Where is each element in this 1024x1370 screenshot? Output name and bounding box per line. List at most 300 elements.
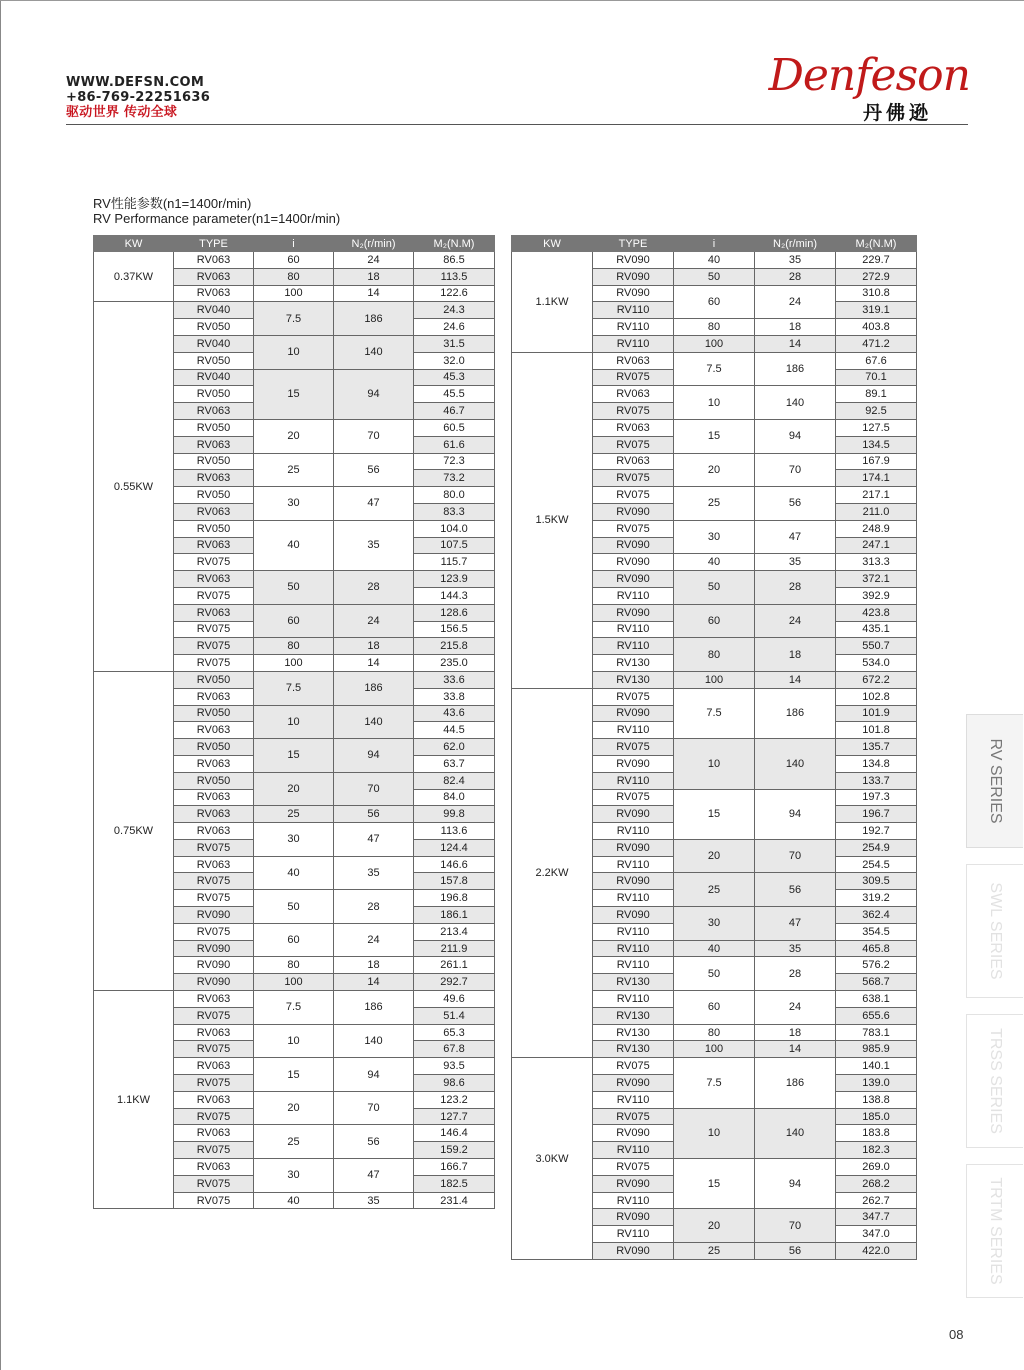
cell-type: RV075 xyxy=(174,621,254,638)
cell-speed: 35 xyxy=(334,1192,414,1209)
cell-ratio: 25 xyxy=(674,873,755,907)
cell-type: RV130 xyxy=(593,1041,674,1058)
cell-torque: 166.7 xyxy=(414,1159,495,1176)
cell-ratio: 25 xyxy=(254,806,334,823)
cell-kw: 1.1KW xyxy=(512,252,593,353)
cell-speed: 18 xyxy=(755,638,836,672)
cell-torque: 80.0 xyxy=(414,487,495,504)
cell-torque: 576.2 xyxy=(836,957,917,974)
cell-torque: 354.5 xyxy=(836,923,917,940)
cell-speed: 28 xyxy=(334,571,414,605)
brand-cn-name: 丹佛逊 xyxy=(862,102,932,124)
cell-type: RV090 xyxy=(593,755,674,772)
cell-type: RV090 xyxy=(593,285,674,302)
cell-speed: 186 xyxy=(755,1058,836,1108)
page-number: 08 xyxy=(949,1327,964,1342)
table-row xyxy=(94,671,495,688)
cell-torque: 319.1 xyxy=(836,302,917,319)
cell-speed: 35 xyxy=(755,252,836,269)
cell-type: RV090 xyxy=(593,1243,674,1260)
cell-type: RV075 xyxy=(593,789,674,806)
cell-ratio: 60 xyxy=(674,991,755,1025)
cell-speed: 47 xyxy=(334,1159,414,1193)
cell-speed: 24 xyxy=(334,604,414,638)
cell-ratio: 20 xyxy=(674,453,755,487)
cell-type: RV063 xyxy=(174,823,254,840)
cell-ratio: 50 xyxy=(674,957,755,991)
cell-torque: 362.4 xyxy=(836,907,917,924)
cell-speed: 94 xyxy=(334,739,414,773)
cell-torque: 217.1 xyxy=(836,487,917,504)
cell-torque: 101.9 xyxy=(836,705,917,722)
cell-torque: 174.1 xyxy=(836,470,917,487)
cell-torque: 261.1 xyxy=(414,957,495,974)
cell-torque: 33.8 xyxy=(414,688,495,705)
cell-torque: 73.2 xyxy=(414,470,495,487)
cell-speed: 35 xyxy=(334,520,414,570)
cell-speed: 70 xyxy=(334,1091,414,1125)
cell-torque: 99.8 xyxy=(414,806,495,823)
cell-ratio: 50 xyxy=(674,571,755,605)
cell-speed: 94 xyxy=(334,1058,414,1092)
performance-table-right xyxy=(511,235,917,1260)
cell-type: RV063 xyxy=(174,268,254,285)
cell-torque: 309.5 xyxy=(836,873,917,890)
cell-type: RV075 xyxy=(174,890,254,907)
cell-speed: 140 xyxy=(334,335,414,369)
cell-kw: 3.0KW xyxy=(512,1058,593,1260)
cell-torque: 254.9 xyxy=(836,839,917,856)
cell-type: RV075 xyxy=(174,638,254,655)
cell-ratio: 60 xyxy=(254,604,334,638)
cell-ratio: 100 xyxy=(674,335,755,352)
cell-speed: 56 xyxy=(755,873,836,907)
cell-speed: 70 xyxy=(334,419,414,453)
tab-label: TRSS SERIES xyxy=(987,1028,1004,1134)
cell-ratio: 60 xyxy=(674,604,755,638)
cell-torque: 268.2 xyxy=(836,1175,917,1192)
col-header-torque: M₂(N.M) xyxy=(836,236,917,252)
cell-ratio: 30 xyxy=(254,1159,334,1193)
cell-torque: 67.6 xyxy=(836,352,917,369)
cell-ratio: 80 xyxy=(674,319,755,336)
cell-type: RV090 xyxy=(593,839,674,856)
cell-speed: 14 xyxy=(755,335,836,352)
cell-torque: 134.8 xyxy=(836,755,917,772)
cell-ratio: 30 xyxy=(674,520,755,554)
cell-type: RV063 xyxy=(593,453,674,470)
cell-ratio: 60 xyxy=(674,285,755,319)
cell-torque: 138.8 xyxy=(836,1091,917,1108)
cell-speed: 24 xyxy=(755,285,836,319)
cell-torque: 86.5 xyxy=(414,252,495,269)
cell-type: RV090 xyxy=(593,705,674,722)
cell-speed: 28 xyxy=(755,957,836,991)
cell-type: RV075 xyxy=(593,436,674,453)
cell-speed: 18 xyxy=(334,268,414,285)
cell-ratio: 25 xyxy=(674,1243,755,1260)
performance-table-left xyxy=(93,235,495,1209)
cell-speed: 186 xyxy=(755,352,836,386)
cell-ratio: 100 xyxy=(254,655,334,672)
cell-type: RV090 xyxy=(593,1075,674,1092)
cell-torque: 83.3 xyxy=(414,503,495,520)
header-divider xyxy=(66,124,968,125)
cell-speed: 24 xyxy=(755,991,836,1025)
cell-speed: 14 xyxy=(755,671,836,688)
cell-type: RV075 xyxy=(593,1108,674,1125)
cell-type: RV063 xyxy=(174,755,254,772)
cell-type: RV075 xyxy=(174,923,254,940)
cell-type: RV063 xyxy=(174,1125,254,1142)
cell-ratio: 100 xyxy=(254,285,334,302)
cell-torque: 313.3 xyxy=(836,554,917,571)
tab-trss-series[interactable] xyxy=(966,1014,1023,1148)
cell-torque: 44.5 xyxy=(414,722,495,739)
cell-type: RV040 xyxy=(174,302,254,319)
cell-torque: 65.3 xyxy=(414,1024,495,1041)
cell-type: RV090 xyxy=(174,907,254,924)
cell-ratio: 100 xyxy=(674,1041,755,1058)
cell-type: RV130 xyxy=(593,655,674,672)
cell-torque: 269.0 xyxy=(836,1159,917,1176)
cell-type: RV050 xyxy=(174,671,254,688)
cell-speed: 14 xyxy=(334,285,414,302)
cell-type: RV063 xyxy=(174,571,254,588)
series-side-tabs xyxy=(966,714,1024,1298)
cell-ratio: 30 xyxy=(254,487,334,521)
cell-torque: 192.7 xyxy=(836,823,917,840)
header-contact xyxy=(66,75,210,120)
cell-ratio: 10 xyxy=(674,1108,755,1158)
cell-speed: 18 xyxy=(334,957,414,974)
slogan-text: 驱动世界 传动全球 xyxy=(66,105,178,120)
cell-torque: 61.6 xyxy=(414,436,495,453)
cell-ratio: 80 xyxy=(254,957,334,974)
cell-torque: 46.7 xyxy=(414,403,495,420)
cell-torque: 32.0 xyxy=(414,352,495,369)
cell-ratio: 20 xyxy=(254,419,334,453)
table-header-row xyxy=(512,236,917,252)
cell-type: RV050 xyxy=(174,386,254,403)
cell-type: RV063 xyxy=(174,688,254,705)
cell-torque: 139.0 xyxy=(836,1075,917,1092)
cell-torque: 124.4 xyxy=(414,839,495,856)
cell-type: RV075 xyxy=(174,1142,254,1159)
cell-torque: 45.5 xyxy=(414,386,495,403)
cell-ratio: 20 xyxy=(254,772,334,806)
cell-ratio: 100 xyxy=(674,671,755,688)
page-frame-left xyxy=(0,0,1,1370)
cell-type: RV063 xyxy=(174,1159,254,1176)
tab-label: TRTM SERIES xyxy=(987,1177,1004,1285)
cell-type: RV075 xyxy=(174,873,254,890)
cell-kw: 2.2KW xyxy=(512,688,593,1058)
cell-torque: 113.6 xyxy=(414,823,495,840)
cell-torque: 211.0 xyxy=(836,503,917,520)
cell-type: RV063 xyxy=(174,1024,254,1041)
cell-speed: 47 xyxy=(755,520,836,554)
col-header-kw: KW xyxy=(94,236,174,252)
cell-kw: 1.5KW xyxy=(512,352,593,688)
cell-speed: 140 xyxy=(755,739,836,789)
cell-type: RV110 xyxy=(593,302,674,319)
cell-torque: 123.9 xyxy=(414,571,495,588)
cell-speed: 70 xyxy=(755,453,836,487)
cell-type: RV063 xyxy=(174,991,254,1008)
cell-type: RV130 xyxy=(593,1007,674,1024)
cell-speed: 186 xyxy=(334,302,414,336)
cell-type: RV040 xyxy=(174,335,254,352)
cell-torque: 157.8 xyxy=(414,873,495,890)
cell-torque: 423.8 xyxy=(836,604,917,621)
cell-torque: 89.1 xyxy=(836,386,917,403)
cell-type: RV075 xyxy=(593,739,674,756)
cell-type: RV090 xyxy=(593,554,674,571)
cell-torque: 568.7 xyxy=(836,974,917,991)
table-header-row xyxy=(94,236,495,252)
cell-torque: 310.8 xyxy=(836,285,917,302)
cell-ratio: 7.5 xyxy=(254,302,334,336)
cell-type: RV050 xyxy=(174,453,254,470)
cell-type: RV075 xyxy=(174,839,254,856)
cell-ratio: 40 xyxy=(254,1192,334,1209)
cell-type: RV050 xyxy=(174,319,254,336)
cell-torque: 392.9 xyxy=(836,587,917,604)
cell-type: RV063 xyxy=(174,806,254,823)
cell-type: RV075 xyxy=(593,520,674,537)
cell-type: RV063 xyxy=(174,789,254,806)
cell-type: RV063 xyxy=(593,419,674,436)
cell-torque: 84.0 xyxy=(414,789,495,806)
cell-type: RV063 xyxy=(174,403,254,420)
cell-type: RV063 xyxy=(174,470,254,487)
cell-type: RV075 xyxy=(593,1058,674,1075)
cell-ratio: 80 xyxy=(674,1024,755,1041)
cell-torque: 24.6 xyxy=(414,319,495,336)
cell-torque: 43.6 xyxy=(414,705,495,722)
cell-type: RV075 xyxy=(593,403,674,420)
cell-ratio: 80 xyxy=(254,638,334,655)
cell-ratio: 10 xyxy=(674,386,755,420)
cell-speed: 94 xyxy=(755,1159,836,1209)
cell-type: RV090 xyxy=(593,873,674,890)
cell-ratio: 30 xyxy=(674,907,755,941)
table-row xyxy=(512,252,917,269)
cell-ratio: 40 xyxy=(674,940,755,957)
phone-text: +86-769-22251636 xyxy=(66,90,211,105)
cell-type: RV075 xyxy=(174,655,254,672)
cell-type: RV130 xyxy=(593,1024,674,1041)
section-title xyxy=(93,196,340,226)
cell-speed: 18 xyxy=(755,319,836,336)
cell-torque: 62.0 xyxy=(414,739,495,756)
cell-type: RV063 xyxy=(174,252,254,269)
tab-trtm-series[interactable] xyxy=(966,1164,1023,1298)
col-header-type: TYPE xyxy=(174,236,254,252)
cell-ratio: 40 xyxy=(254,520,334,570)
tab-rv-series[interactable] xyxy=(966,714,1023,848)
cell-speed: 24 xyxy=(755,604,836,638)
cell-type: RV110 xyxy=(593,940,674,957)
cell-type: RV063 xyxy=(174,856,254,873)
cell-kw: 0.37KW xyxy=(94,252,174,302)
cell-type: RV075 xyxy=(174,1041,254,1058)
cell-torque: 146.6 xyxy=(414,856,495,873)
cell-type: RV063 xyxy=(174,436,254,453)
cell-type: RV063 xyxy=(174,1091,254,1108)
cell-torque: 33.6 xyxy=(414,671,495,688)
cell-type: RV110 xyxy=(593,823,674,840)
cell-torque: 534.0 xyxy=(836,655,917,672)
cell-torque: 235.0 xyxy=(414,655,495,672)
cell-torque: 213.4 xyxy=(414,923,495,940)
cell-type: RV050 xyxy=(174,772,254,789)
cell-type: RV090 xyxy=(593,604,674,621)
tab-swl-series[interactable] xyxy=(966,864,1023,998)
cell-torque: 24.3 xyxy=(414,302,495,319)
cell-torque: 134.5 xyxy=(836,436,917,453)
cell-torque: 196.7 xyxy=(836,806,917,823)
section-title-cn: RV性能参数(n1=1400r/min) xyxy=(93,196,252,211)
cell-torque: 133.7 xyxy=(836,772,917,789)
cell-ratio: 20 xyxy=(674,1209,755,1243)
cell-type: RV050 xyxy=(174,520,254,537)
col-header-ratio: i xyxy=(674,236,755,252)
cell-type: RV110 xyxy=(593,319,674,336)
cell-type: RV110 xyxy=(593,638,674,655)
cell-torque: 182.3 xyxy=(836,1142,917,1159)
col-header-torque: M₂(N.M) xyxy=(414,236,495,252)
cell-speed: 186 xyxy=(755,688,836,738)
cell-type: RV040 xyxy=(174,369,254,386)
cell-speed: 28 xyxy=(755,571,836,605)
table-row xyxy=(512,688,917,705)
cell-type: RV090 xyxy=(174,974,254,991)
cell-ratio: 40 xyxy=(254,856,334,890)
cell-speed: 140 xyxy=(755,386,836,420)
cell-torque: 101.8 xyxy=(836,722,917,739)
cell-speed: 56 xyxy=(755,487,836,521)
cell-torque: 182.5 xyxy=(414,1175,495,1192)
cell-torque: 156.5 xyxy=(414,621,495,638)
cell-type: RV075 xyxy=(174,1192,254,1209)
cell-type: RV090 xyxy=(593,571,674,588)
cell-type: RV063 xyxy=(593,386,674,403)
cell-ratio: 20 xyxy=(674,839,755,873)
cell-ratio: 15 xyxy=(674,789,755,839)
cell-speed: 47 xyxy=(334,487,414,521)
cell-type: RV050 xyxy=(174,352,254,369)
cell-torque: 422.0 xyxy=(836,1243,917,1260)
cell-ratio: 60 xyxy=(254,923,334,957)
brand-logo xyxy=(769,52,970,125)
cell-type: RV110 xyxy=(593,722,674,739)
cell-speed: 35 xyxy=(755,940,836,957)
cell-type: RV075 xyxy=(593,487,674,504)
cell-ratio: 15 xyxy=(254,369,334,419)
cell-torque: 655.6 xyxy=(836,1007,917,1024)
cell-ratio: 15 xyxy=(254,1058,334,1092)
cell-torque: 638.1 xyxy=(836,991,917,1008)
cell-torque: 254.5 xyxy=(836,856,917,873)
cell-speed: 28 xyxy=(334,890,414,924)
cell-type: RV075 xyxy=(593,688,674,705)
cell-torque: 45.3 xyxy=(414,369,495,386)
cell-torque: 167.9 xyxy=(836,453,917,470)
cell-speed: 28 xyxy=(755,268,836,285)
cell-speed: 47 xyxy=(755,907,836,941)
col-header-kw: KW xyxy=(512,236,593,252)
cell-speed: 14 xyxy=(334,655,414,672)
cell-torque: 51.4 xyxy=(414,1007,495,1024)
cell-speed: 140 xyxy=(334,1024,414,1058)
cell-torque: 146.4 xyxy=(414,1125,495,1142)
cell-torque: 471.2 xyxy=(836,335,917,352)
cell-speed: 70 xyxy=(755,839,836,873)
col-header-speed: N₂(r/min) xyxy=(334,236,414,252)
cell-type: RV075 xyxy=(174,1108,254,1125)
page-frame-top xyxy=(0,0,1024,1)
cell-ratio: 7.5 xyxy=(674,688,755,738)
cell-type: RV110 xyxy=(593,621,674,638)
cell-ratio: 50 xyxy=(254,571,334,605)
cell-torque: 319.2 xyxy=(836,890,917,907)
cell-type: RV110 xyxy=(593,772,674,789)
tab-label: SWL SERIES xyxy=(987,882,1004,980)
cell-torque: 347.7 xyxy=(836,1209,917,1226)
cell-speed: 35 xyxy=(334,856,414,890)
cell-torque: 197.3 xyxy=(836,789,917,806)
cell-ratio: 40 xyxy=(674,554,755,571)
cell-torque: 115.7 xyxy=(414,554,495,571)
cell-speed: 140 xyxy=(334,705,414,739)
website-text: WWW.DEFSN.COM xyxy=(66,75,205,90)
cell-ratio: 25 xyxy=(254,1125,334,1159)
cell-type: RV110 xyxy=(593,890,674,907)
cell-kw: 0.55KW xyxy=(94,302,174,672)
cell-type: RV110 xyxy=(593,1091,674,1108)
cell-speed: 56 xyxy=(334,806,414,823)
cell-type: RV110 xyxy=(593,335,674,352)
cell-torque: 231.4 xyxy=(414,1192,495,1209)
cell-torque: 550.7 xyxy=(836,638,917,655)
cell-torque: 102.8 xyxy=(836,688,917,705)
cell-speed: 94 xyxy=(755,789,836,839)
cell-torque: 128.6 xyxy=(414,604,495,621)
cell-type: RV110 xyxy=(593,1142,674,1159)
cell-torque: 159.2 xyxy=(414,1142,495,1159)
table-row xyxy=(512,1058,917,1075)
cell-torque: 72.3 xyxy=(414,453,495,470)
table-row xyxy=(512,352,917,369)
cell-type: RV063 xyxy=(174,285,254,302)
cell-type: RV090 xyxy=(593,252,674,269)
cell-ratio: 80 xyxy=(254,268,334,285)
cell-type: RV110 xyxy=(593,923,674,940)
cell-type: RV090 xyxy=(593,1125,674,1142)
cell-torque: 70.1 xyxy=(836,369,917,386)
cell-torque: 67.8 xyxy=(414,1041,495,1058)
tab-label: RV SERIES xyxy=(987,738,1004,824)
cell-type: RV090 xyxy=(174,940,254,957)
cell-speed: 18 xyxy=(755,1024,836,1041)
cell-torque: 93.5 xyxy=(414,1058,495,1075)
cell-ratio: 100 xyxy=(254,974,334,991)
cell-torque: 49.6 xyxy=(414,991,495,1008)
cell-ratio: 10 xyxy=(254,1024,334,1058)
cell-torque: 127.7 xyxy=(414,1108,495,1125)
